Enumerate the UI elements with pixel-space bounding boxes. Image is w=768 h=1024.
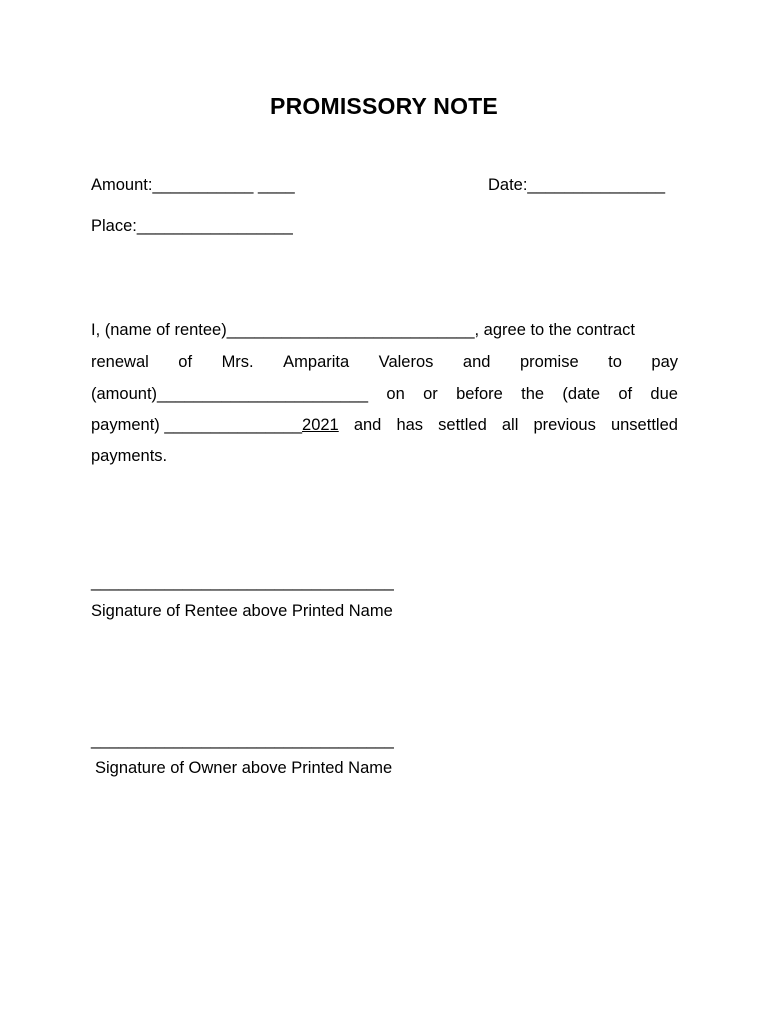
word: pay	[651, 353, 678, 371]
body-line-1-text: I, (name of rentee)___________________________, agree to the contract	[91, 321, 636, 339]
word: Amparita	[283, 353, 350, 371]
word: (date	[562, 385, 601, 403]
word: or	[423, 385, 438, 403]
word: promise	[519, 353, 579, 371]
word: the	[521, 385, 545, 403]
body-line-2	[91, 352, 678, 372]
word: and	[353, 416, 382, 434]
year-value: 2021	[302, 416, 339, 434]
word: unsettled	[610, 416, 678, 434]
word: to	[608, 353, 622, 371]
owner-signature-line: _________________________________	[91, 731, 394, 749]
word: renewal	[91, 353, 149, 371]
body-line-1	[91, 320, 678, 340]
word: and	[462, 353, 491, 371]
word: on	[386, 385, 405, 403]
word: all	[501, 416, 519, 434]
word: due	[650, 385, 678, 403]
body-line-4	[91, 415, 678, 435]
body-line-5: payments.	[91, 447, 168, 465]
owner-signature-label: Signature of Owner above Printed Name	[95, 759, 393, 777]
word: previous	[533, 416, 596, 434]
place-field: Place:_________________	[91, 217, 293, 235]
word: Mrs.	[221, 353, 254, 371]
word: settled	[438, 416, 487, 434]
rentee-signature-label: Signature of Rentee above Printed Name	[91, 602, 393, 620]
rentee-signature-line: _________________________________	[91, 573, 394, 591]
date-field: Date:_______________	[488, 176, 666, 194]
word: Valeros	[378, 353, 434, 371]
word: (amount)_______________________	[91, 385, 369, 403]
word: of	[618, 385, 633, 403]
amount-field: Amount:___________ ____	[91, 176, 295, 194]
payment-date-blank: payment) _______________2021	[91, 416, 339, 434]
word: has	[396, 416, 424, 434]
document-title: PROMISSORY NOTE	[270, 93, 498, 119]
word: before	[456, 385, 503, 403]
body-line-3	[91, 384, 678, 404]
word: of	[178, 353, 193, 371]
